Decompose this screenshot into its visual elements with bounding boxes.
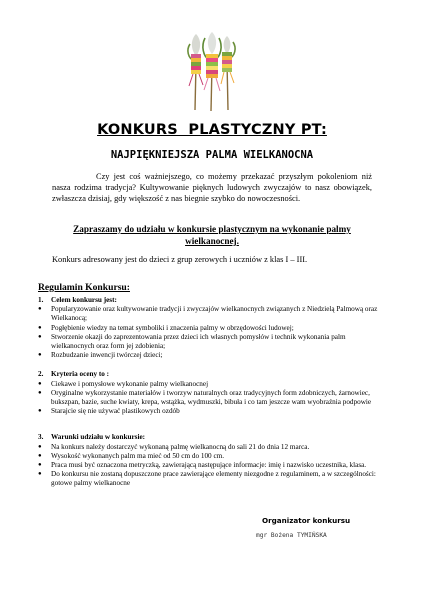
list-item: ● Stworzenie okazji do zaprezentowania przez dzieci ich własnych pomysłów i technik wykonania palm wielkanocnych oraz form jej zdobienia; (38, 332, 346, 351)
audience-text: Konkurs adresowany jest do dzieci z grup zerowych i uczniów z klas I – III. (52, 255, 308, 264)
list-item: ● Rozbudzanie inwencji twórczej dzieci; (38, 351, 163, 360)
section-heading-text: Warunki udziału w konkursie: (51, 433, 146, 442)
bullet-icon: ● (38, 324, 42, 331)
list-item: ● Popularyzowanie oraz kultywowanie tradycji i zwyczajów wielkanocnych związanych z Niedzielą Palmową oraz Wielkanocą; (38, 305, 378, 323)
bullet-icon: ● (38, 380, 42, 387)
bullet-icon: ● (38, 462, 42, 469)
bullet-icon: ● (38, 389, 42, 396)
list-item: ● Na konkurs należy dostarczyć wykonaną palmę wielkanocną do sali 21 do dnia 12 marca. (38, 442, 310, 451)
bullet-icon: ● (38, 443, 42, 450)
section-number: 2. (38, 370, 44, 379)
section-heading (38, 296, 388, 305)
section-heading-text: Celem konkursu jest: (51, 296, 117, 304)
section-number: 3. (38, 433, 44, 442)
section-conditions (38, 433, 388, 488)
contest-subtitle: NAJPIĘKNIEJSZA PALMA WIELKANOCNA (110, 149, 314, 161)
organizer-label: Organizator konkursu (262, 516, 351, 525)
section-criteria (38, 370, 388, 416)
contest-title: KONKURS PLASTYCZNY PT: (97, 122, 327, 138)
section-number: 1. (38, 296, 44, 304)
list-item: ● Do konkursu nie zostaną dopuszczone prace zawierające elementy niezgodne z regulaminem, a w szczególności: gotowe palmy wielkanocne (38, 470, 376, 488)
section-heading (38, 370, 388, 379)
bullet-icon: ● (38, 352, 42, 359)
bullet-icon: ● (38, 452, 42, 459)
bullet-icon: ● (38, 408, 42, 415)
section-goals (38, 296, 388, 360)
section-heading-text: Kryteria oceny to : (51, 370, 110, 379)
bullet-icon: ● (38, 306, 42, 313)
regulations-title: Regulamin Konkursu: (38, 282, 130, 293)
list-item: ● Oryginalne wykorzystanie materiałów i tworzyw naturalnych oraz tradycyjnych form zdobniczych, żarnowiec, bukszpan, bazie, suche kwiaty, krepa, wstążka, wydmuszki, bibuła i co tam jeszcze wam wyobraźnia podpowie (38, 388, 372, 407)
list-item: ● Wysokość wykonanych palm ma mieć od 50 cm do 100 cm. (38, 451, 225, 460)
easter-palms-illustration (181, 30, 241, 112)
bullet-icon: ● (38, 471, 42, 478)
organizer-signature: mgr Bożena TYMIŃSKA (256, 532, 327, 539)
invitation-text: Zapraszamy do udziału w konkursie plastycznym na wykonanie palmy wielkanocnej. (73, 224, 351, 246)
list-item: ● Pogłębienie wiedzy na temat symboliki i znaczenia palmy w obrzędowości ludowej; (38, 323, 294, 332)
list-item: ● Praca musi być oznaczona metryczką, zawierającą następujące informacje: imię i nazwisko uczestnika, klasa. (38, 461, 367, 470)
bullet-icon: ● (38, 333, 42, 340)
list-item: ● Starajcie się nie używać plastikowych ozdób (38, 407, 180, 416)
regulations-section (38, 282, 388, 489)
intro-paragraph: Czy jest coś ważniejszego, co możemy przekazać przyszłym pokoleniom niż nasza rodzima tradycja? Kultywowanie pięknych ludowych zwyczajów to nasz obowiązek, zwłaszcza dzisiaj, gdy większość z nas biegnie szybko do nowoczesności. (52, 172, 372, 204)
list-item: ● Ciekawe i pomysłowe wykonanie palmy wielkanocnej (38, 379, 209, 388)
section-heading (38, 433, 388, 442)
